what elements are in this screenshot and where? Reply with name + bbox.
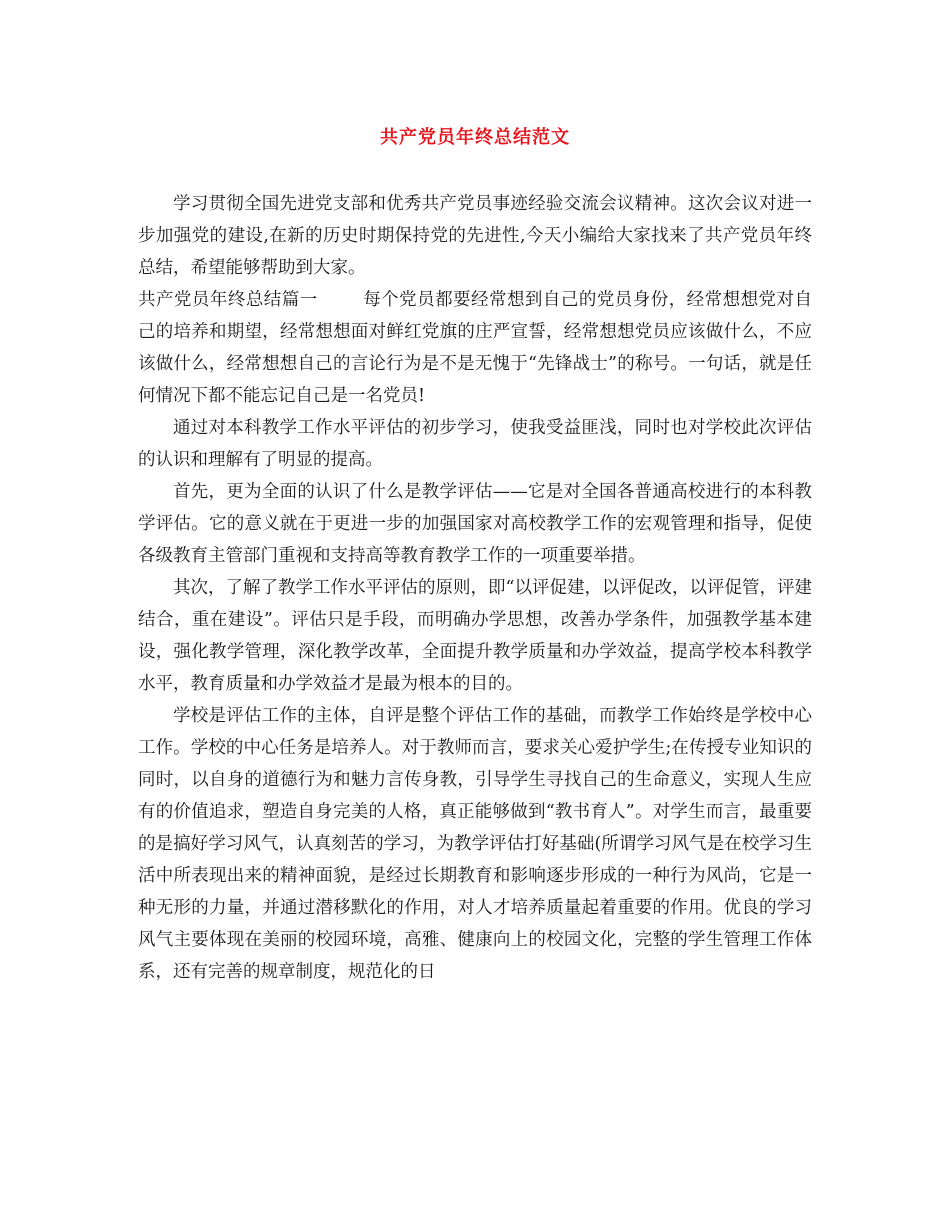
body-paragraph: 其次，了解了教学工作水平评估的原则，即“以评促建，以评促改，以评促管，评建结合，重在建设”。评估只是手段，而明确办学思想，改善办学条件，加强教学基本建设，强化教学管理，深化教学改革，全面提升教学质量和办学效益，提高学校本科教学水平，教育质量和办学效益才是最为根本的目的。 xyxy=(138,578,812,694)
body-paragraph: 首先，更为全面的认识了什么是教学评估——它是对全国各普通高校进行的本科教学评估。它的意义就在于更进一步的加强国家对高校教学工作的宏观管理和指导，促使各级教育主管部门重视和支持高等教育教学工作的一项重要举措。 xyxy=(138,482,812,566)
section-heading: 共产党员年终总结篇一 xyxy=(138,290,318,310)
section-text: 每个党员都要经常想到自己的党员身份，经常想想党对自己的培养和期望，经常想想面对鲜红党旗的庄严宣誓，经常想想党员应该做什么，不应该做什么，经常想想自己的言论行为是不是无愧于“先锋战士”的称号。一句话，就是任何情况下都不能忘记自己是一名党员! xyxy=(138,290,813,406)
section-paragraph xyxy=(138,284,812,412)
document-body xyxy=(138,188,812,988)
document-title: 共产党员年终总结范文 xyxy=(380,127,570,148)
body-paragraph: 学校是评估工作的主体，自评是整个评估工作的基础，而教学工作始终是学校中心工作。学校的中心任务是培养人。对于教师而言，要求关心爱护学生;在传授专业知识的同时，以自身的道德行为和魅力言传身教，引导学生寻找自己的生命意义，实现人生应有的价值追求，塑造自身完美的人格，真正能够做到“教书育人”。对学生而言，最重要的是搞好学习风气，认真刻苦的学习，为教学评估打好基础(所谓学习风气是在校学习生活中所表现出来的精神面貌，是经过长期教育和影响逐步形成的一种行为风尚，它是一种无形的力量，并通过潜移默化的作用，对人才培养质量起着重要的作用。优良的学习风气主要体现在美丽的校园环境，高雅、健康向上的校园文化，完整的学生管理工作体系，还有完善的规章制度，规范化的日 xyxy=(138,706,812,982)
intro-paragraph: 学习贯彻全国先进党支部和优秀共产党员事迹经验交流会议精神。这次会议对进一步加强党的建设,在新的历史时期保持党的先进性,今天小编给大家找来了共产党员年终总结，希望能够帮助到大家。 xyxy=(138,194,812,278)
body-paragraph: 通过对本科教学工作水平评估的初步学习，使我受益匪浅，同时也对学校此次评估的认识和理解有了明显的提高。 xyxy=(138,418,812,470)
